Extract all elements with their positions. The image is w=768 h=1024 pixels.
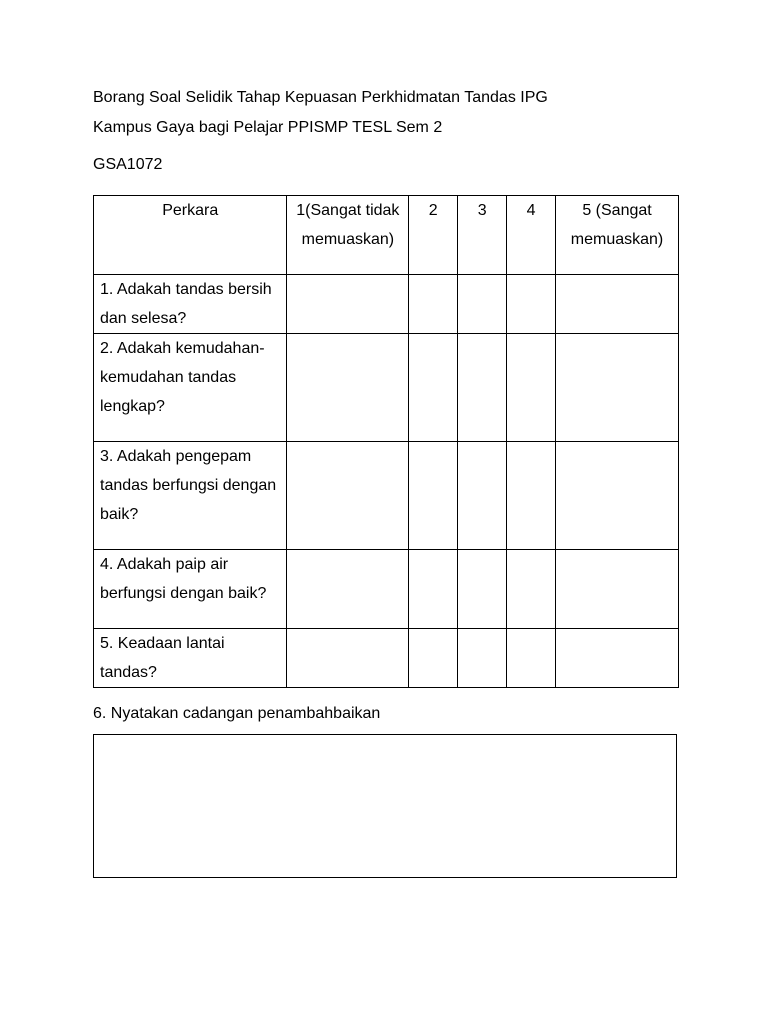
rating-cell-2[interactable] [409, 442, 458, 550]
table-row [94, 334, 679, 442]
header-perkara: Perkara [94, 196, 287, 275]
rating-cell-2[interactable] [409, 334, 458, 442]
course-code: GSA1072 [93, 156, 163, 173]
rating-cell-5[interactable] [556, 334, 679, 442]
question-cell: 1. Adakah tandas bersih dan selesa? [94, 275, 287, 334]
rating-cell-4[interactable] [507, 550, 556, 629]
table-row [94, 442, 679, 550]
rating-cell-2[interactable] [409, 275, 458, 334]
rating-cell-4[interactable] [507, 442, 556, 550]
rating-cell-5[interactable] [556, 629, 679, 688]
rating-cell-3[interactable] [458, 550, 507, 629]
table-row [94, 629, 679, 688]
rating-cell-4[interactable] [507, 275, 556, 334]
suggestion-label: 6. Nyatakan cadangan penambahbaikan [93, 705, 381, 722]
rating-cell-3[interactable] [458, 442, 507, 550]
rating-cell-5[interactable] [556, 275, 679, 334]
table-row [94, 275, 679, 334]
table-header-row [94, 196, 679, 275]
rating-cell-3[interactable] [458, 629, 507, 688]
rating-cell-3[interactable] [458, 275, 507, 334]
suggestion-input-box[interactable] [93, 734, 677, 878]
rating-cell-1[interactable] [287, 275, 409, 334]
question-cell: 2. Adakah kemudahan-kemudahan tandas lengkap? [94, 334, 287, 442]
rating-cell-1[interactable] [287, 629, 409, 688]
header-rating-4: 4 [507, 196, 556, 275]
rating-cell-3[interactable] [458, 334, 507, 442]
header-rating-5: 5 (Sangat memuaskan) [556, 196, 679, 275]
form-title-line-2: Kampus Gaya bagi Pelajar PPISMP TESL Sem 2 [93, 119, 443, 136]
satisfaction-table [93, 195, 679, 688]
rating-cell-1[interactable] [287, 334, 409, 442]
header-rating-3: 3 [458, 196, 507, 275]
header-rating-1: 1(Sangat tidak memuaskan) [287, 196, 409, 275]
question-cell: 3. Adakah pengepam tandas berfungsi dengan baik? [94, 442, 287, 550]
rating-cell-4[interactable] [507, 334, 556, 442]
question-cell: 4. Adakah paip air berfungsi dengan baik? [94, 550, 287, 629]
rating-cell-2[interactable] [409, 550, 458, 629]
form-title-line-1: Borang Soal Selidik Tahap Kepuasan Perkhidmatan Tandas IPG [93, 89, 548, 106]
table-row [94, 550, 679, 629]
header-rating-2: 2 [409, 196, 458, 275]
rating-cell-1[interactable] [287, 550, 409, 629]
rating-cell-4[interactable] [507, 629, 556, 688]
rating-cell-2[interactable] [409, 629, 458, 688]
rating-cell-5[interactable] [556, 442, 679, 550]
question-cell: 5. Keadaan lantai tandas? [94, 629, 287, 688]
rating-cell-5[interactable] [556, 550, 679, 629]
rating-cell-1[interactable] [287, 442, 409, 550]
